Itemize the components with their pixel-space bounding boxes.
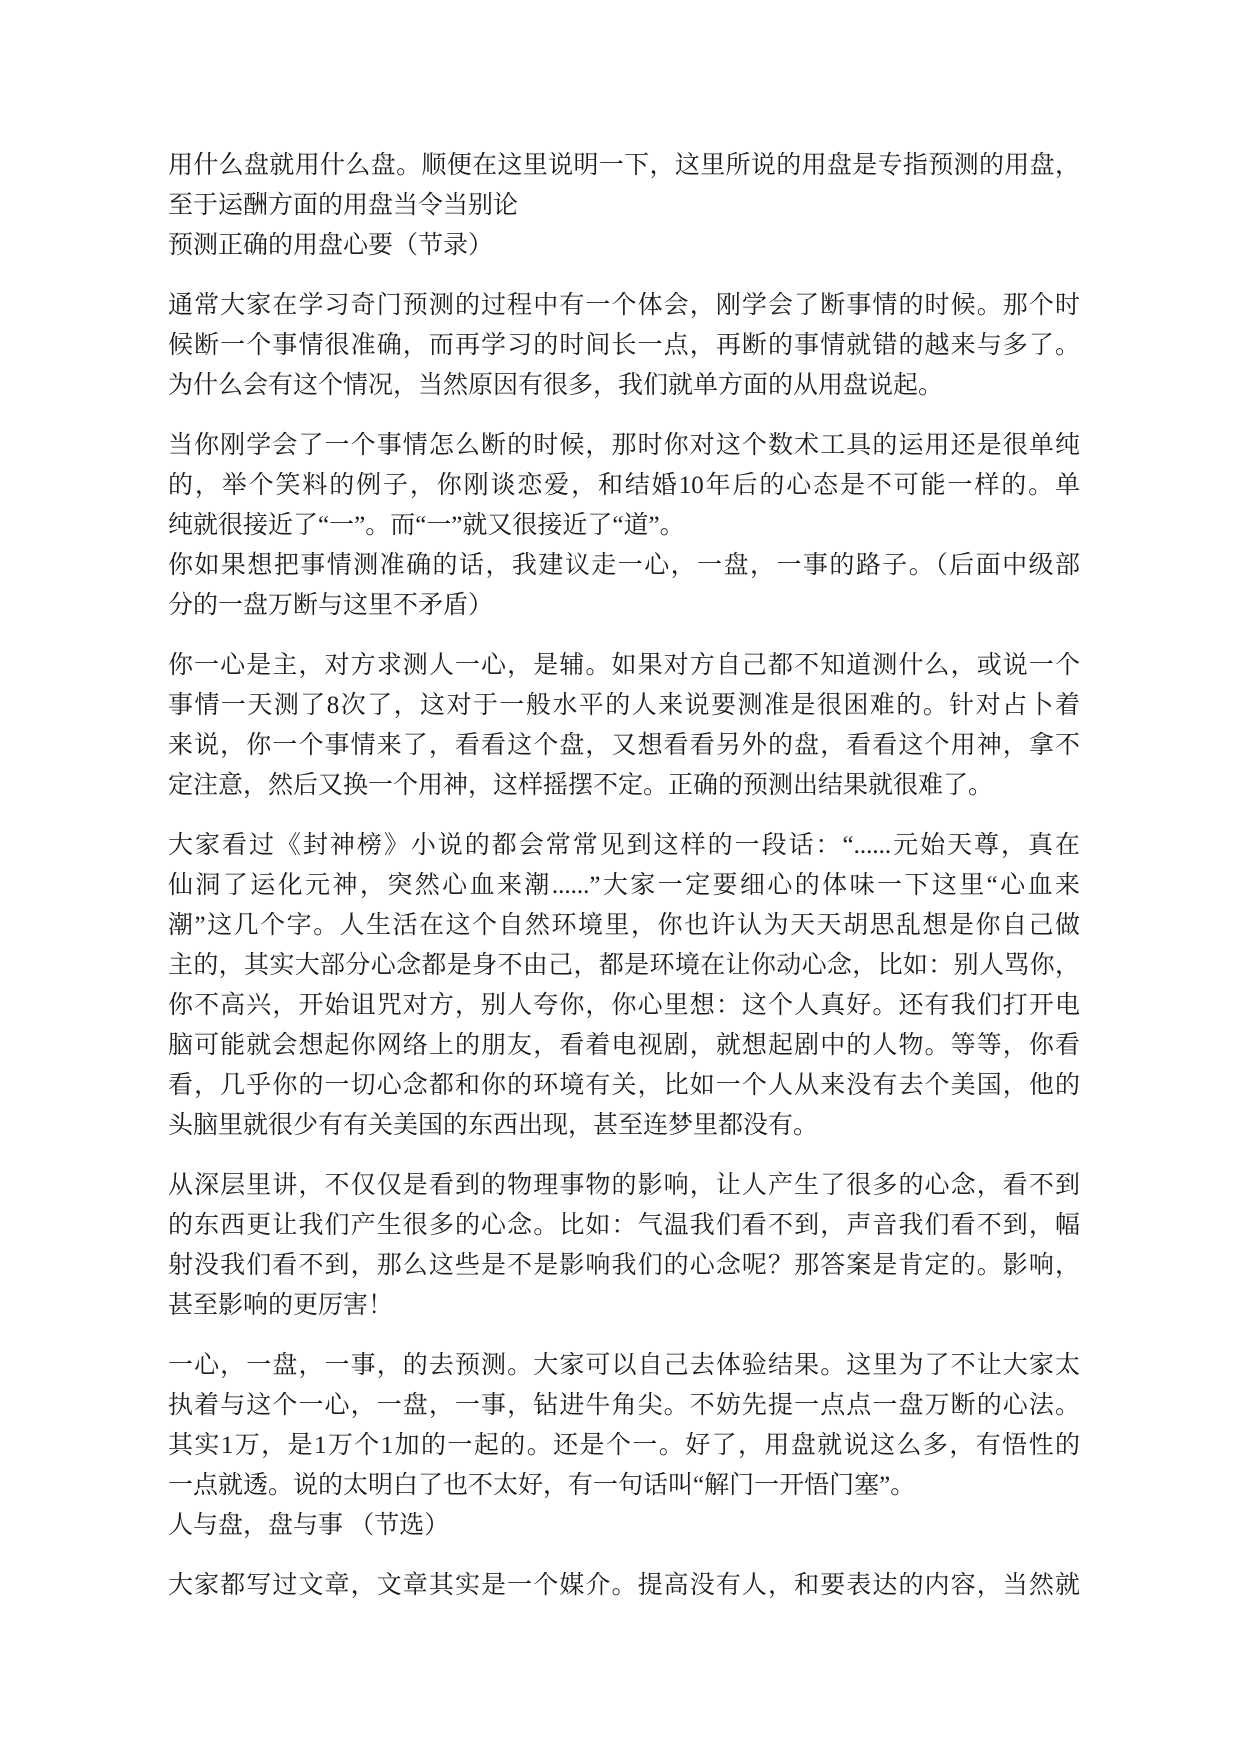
paragraph	[168, 286, 1080, 406]
text-line: 纯就很接近了“一”。而“一”就又很接近了“道”。	[168, 512, 685, 539]
paragraph	[168, 1566, 1080, 1606]
paragraph	[168, 646, 1080, 806]
text-line: 你一心是主，对方求测人一心，是辅。如果对方自己都不知道测什么，或说一个	[168, 652, 1080, 679]
text-line: 仙洞了运化元神，突然心血来潮......”大家一定要细心的体味一下这里“心血来	[168, 872, 1080, 899]
text-line: 一心，一盘，一事，的去预测。大家可以自己去体验结果。这里为了不让大家太	[168, 1352, 1080, 1379]
text-line: 脑可能就会想起你网络上的朋友，看着电视剧，就想起剧中的人物。等等，你看	[168, 1032, 1080, 1059]
text-line: 一点就透。说的太明白了也不太好，有一句话叫“解门一开悟门塞”。	[168, 1472, 916, 1499]
text-line: 的，举个笑料的例子，你刚谈恋爱，和结婚10年后的心态是不可能一样的。单	[168, 472, 1080, 499]
text-line: 为什么会有这个情况，当然原因有很多，我们就单方面的从用盘说起。	[168, 372, 944, 399]
paragraph	[168, 426, 1080, 626]
text-line: 头脑里就很少有有关美国的东西出现，甚至连梦里都没有。	[168, 1112, 819, 1139]
section-title-line: 预测正确的用盘心要（节录）	[168, 232, 494, 259]
text-line: 定注意，然后又换一个用神，这样摇摆不定。正确的预测出结果就很难了。	[168, 772, 994, 799]
paragraph	[168, 826, 1080, 1146]
document-text-body	[168, 146, 1080, 1626]
text-line: 潮”这几个字。人生活在这个自然环境里，你也许认为天天胡思乱想是你自己做	[168, 912, 1080, 939]
text-line: 当你刚学会了一个事情怎么断的时候，那时你对这个数术工具的运用还是很单纯	[168, 432, 1080, 459]
text-line: 甚至影响的更厉害！	[168, 1292, 394, 1319]
text-line: 用什么盘就用什么盘。顺便在这里说明一下，这里所说的用盘是专指预测的用盘，	[168, 152, 1080, 179]
text-line: 大家都写过文章，文章其实是一个媒介。提高没有人，和要表达的内容，当然就	[168, 1572, 1080, 1599]
text-line: 从深层里讲，不仅仅是看到的物理事物的影响，让人产生了很多的心念，看不到	[168, 1172, 1080, 1199]
paragraph	[168, 1166, 1080, 1326]
paragraph	[168, 146, 1080, 266]
text-line: 射没我们看不到，那么这些是不是影响我们的心念呢？那答案是肯定的。影响，	[168, 1252, 1080, 1279]
text-line: 你不高兴，开始诅咒对方，别人夸你，你心里想：这个人真好。还有我们打开电	[168, 992, 1080, 1019]
text-line: 主的，其实大部分心念都是身不由己，都是环境在让你动心念，比如：别人骂你，	[168, 952, 1080, 979]
section-title-line: 人与盘，盘与事 （节选）	[168, 1512, 450, 1539]
paragraph	[168, 1346, 1080, 1546]
text-line: 看，几乎你的一切心念都和你的环境有关，比如一个人从来没有去个美国，他的	[168, 1072, 1080, 1099]
text-line: 通常大家在学习奇门预测的过程中有一个体会，刚学会了断事情的时候。那个时	[168, 292, 1080, 319]
text-line: 的东西更让我们产生很多的心念。比如：气温我们看不到，声音我们看不到，幅	[168, 1212, 1080, 1239]
text-line: 执着与这个一心，一盘，一事，钻进牛角尖。不妨先提一点点一盘万断的心法。	[168, 1392, 1080, 1419]
text-line: 你如果想把事情测准确的话，我建议走一心，一盘，一事的路子。（后面中级部	[168, 552, 1080, 579]
text-line: 事情一天测了8次了，这对于一般水平的人来说要测准是很困难的。针对占卜着	[168, 692, 1080, 719]
text-line: 分的一盘万断与这里不矛盾）	[168, 592, 494, 619]
text-line: 候断一个事情很准确，而再学习的时间长一点，再断的事情就错的越来与多了。	[168, 332, 1080, 359]
text-line: 来说，你一个事情来了，看看这个盘，又想看看另外的盘，看看这个用神，拿不	[168, 732, 1080, 759]
text-line: 大家看过《封神榜》小说的都会常常见到这样的一段话：“......元始天尊，真在	[168, 832, 1080, 859]
text-line: 至于运酬方面的用盘当令当别论	[168, 192, 519, 219]
text-line: 其实1万，是1万个1加的一起的。还是个一。好了，用盘就说这么多，有悟性的	[168, 1432, 1080, 1459]
